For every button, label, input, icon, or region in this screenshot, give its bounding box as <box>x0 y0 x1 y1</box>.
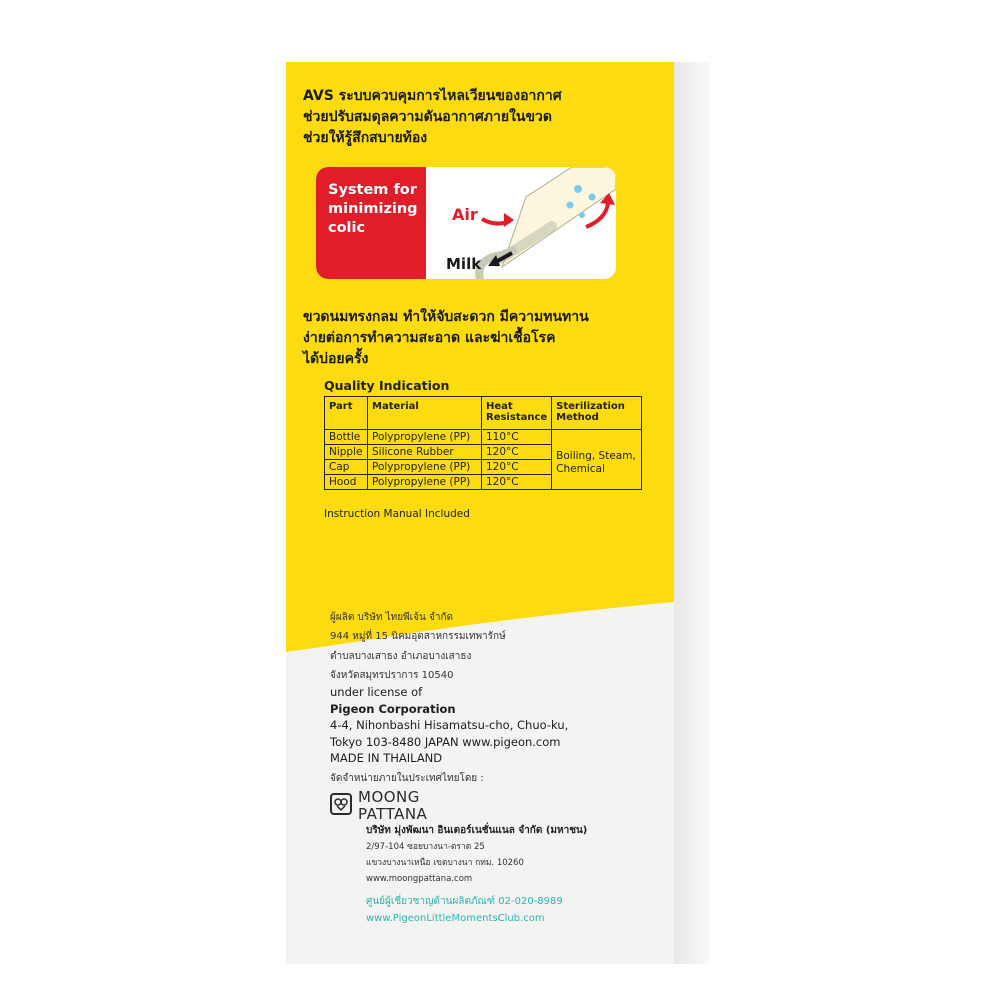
cell-part: Cap <box>325 460 368 475</box>
care-center <box>366 893 563 927</box>
cell-part: Nipple <box>325 445 368 460</box>
distributor-address-2: แขวงบางนาเหนือ เขตบางนา กทม. 10260 <box>366 858 524 868</box>
header-heat: Heat Resistance <box>482 397 552 430</box>
logo-line-1: MOONG <box>358 788 420 806</box>
made-in: MADE IN THAILAND <box>330 751 443 766</box>
quality-table <box>324 396 642 490</box>
header-material: Material <box>368 397 482 430</box>
table-header-row <box>325 397 642 430</box>
manufacturer-block <box>330 608 650 685</box>
cell-heat: 120°C <box>482 445 552 460</box>
licensor-name: Pigeon Corporation <box>330 701 456 716</box>
air-bubble <box>567 202 574 209</box>
care-hotline: ศูนย์ผู้เชี่ยวชาญด้านผลิตภัณฑ์ 02-020-8989 <box>366 896 563 907</box>
care-website: www.PigeonLittleMomentsClub.com <box>366 913 545 924</box>
maker-line: 944 หมู่ที่ 15 นิคมอุตสาหกรรมเทพารักษ์ <box>330 631 506 643</box>
product-box-panel <box>286 62 674 964</box>
thai-headline-3: ช่วยให้รู้สึกสบายท้อง <box>303 130 428 146</box>
quality-title: Quality Indication <box>324 378 450 393</box>
maker-line: ผู้ผลิต บริษัท ไทยพีเจ้น จำกัด <box>330 612 453 623</box>
header-part: Part <box>325 397 368 430</box>
header-sterilization: Sterilization Method <box>552 397 642 430</box>
cell-heat: 120°C <box>482 460 552 475</box>
thai-feature-1: ขวดนมทรงกลม ทำให้จับสะดวก มีความทนทาน <box>303 309 589 325</box>
cell-material: Polypropylene (PP) <box>368 460 482 475</box>
maker-line: จังหวัดสมุทรปราการ 10540 <box>330 669 454 681</box>
distributor-label: จัดจำหน่ายภายในประเทศไทยโดย : <box>330 773 484 784</box>
thai-headline-1: AVS ระบบควบคุมการไหลเวียนของอากาศ <box>303 88 562 104</box>
air-bubble <box>579 212 585 218</box>
logo-line-2: PATTANA <box>358 805 428 823</box>
cell-material: Silicone Rubber <box>368 445 482 460</box>
cell-sterilization: Boiling, Steam, Chemical <box>552 430 642 490</box>
thai-feature-2: ง่ายต่อการทำความสะอาด และฆ่าเชื้อโรค <box>303 330 556 346</box>
manual-note: Instruction Manual Included <box>324 508 470 520</box>
license-line: under license of <box>330 685 423 699</box>
cell-material: Polypropylene (PP) <box>368 475 482 490</box>
table-row <box>325 430 642 445</box>
cell-heat: 110°C <box>482 430 552 445</box>
avs-diagram <box>316 167 616 279</box>
licensor-address-1: 4-4, Nihonbashi Hisamatsu-cho, Chuo-ku, <box>330 718 569 733</box>
distributor-company: บริษัท มุ่งพัฒนา อินเตอร์เนชั่นแนล จำกัด (มหาชน) <box>366 825 588 836</box>
distributor-website: www.moongpattana.com <box>366 874 473 884</box>
cell-material: Polypropylene (PP) <box>368 430 482 445</box>
colic-line-3: colic <box>328 220 366 236</box>
box-side-shadow <box>674 62 710 964</box>
colic-line-1: System for <box>328 182 417 198</box>
distributor-address <box>366 839 524 887</box>
air-label: Air <box>452 205 478 224</box>
colic-line-2: minimizing <box>328 201 418 217</box>
milk-label: Milk <box>446 255 482 273</box>
cell-part: Hood <box>325 475 368 490</box>
air-bubble <box>589 194 596 201</box>
cell-part: Bottle <box>325 430 368 445</box>
maker-line: ตำบลบางเสาธง อำเภอบางเสาธง <box>330 650 472 662</box>
license-block <box>330 684 660 767</box>
moong-pattana-icon <box>330 793 352 815</box>
thai-headline-2: ช่วยปรับสมดุลความดันอากาศภายในขวด <box>303 109 552 125</box>
cell-heat: 120°C <box>482 475 552 490</box>
air-bubble <box>574 185 582 193</box>
licensor-address-2: Tokyo 103-8480 JAPAN www.pigeon.com <box>330 734 561 749</box>
distributor-address-1: 2/97-104 ซอยบางนา-ตราด 25 <box>366 842 485 852</box>
thai-feature-3: ได้บ่อยครั้ง <box>303 351 369 367</box>
